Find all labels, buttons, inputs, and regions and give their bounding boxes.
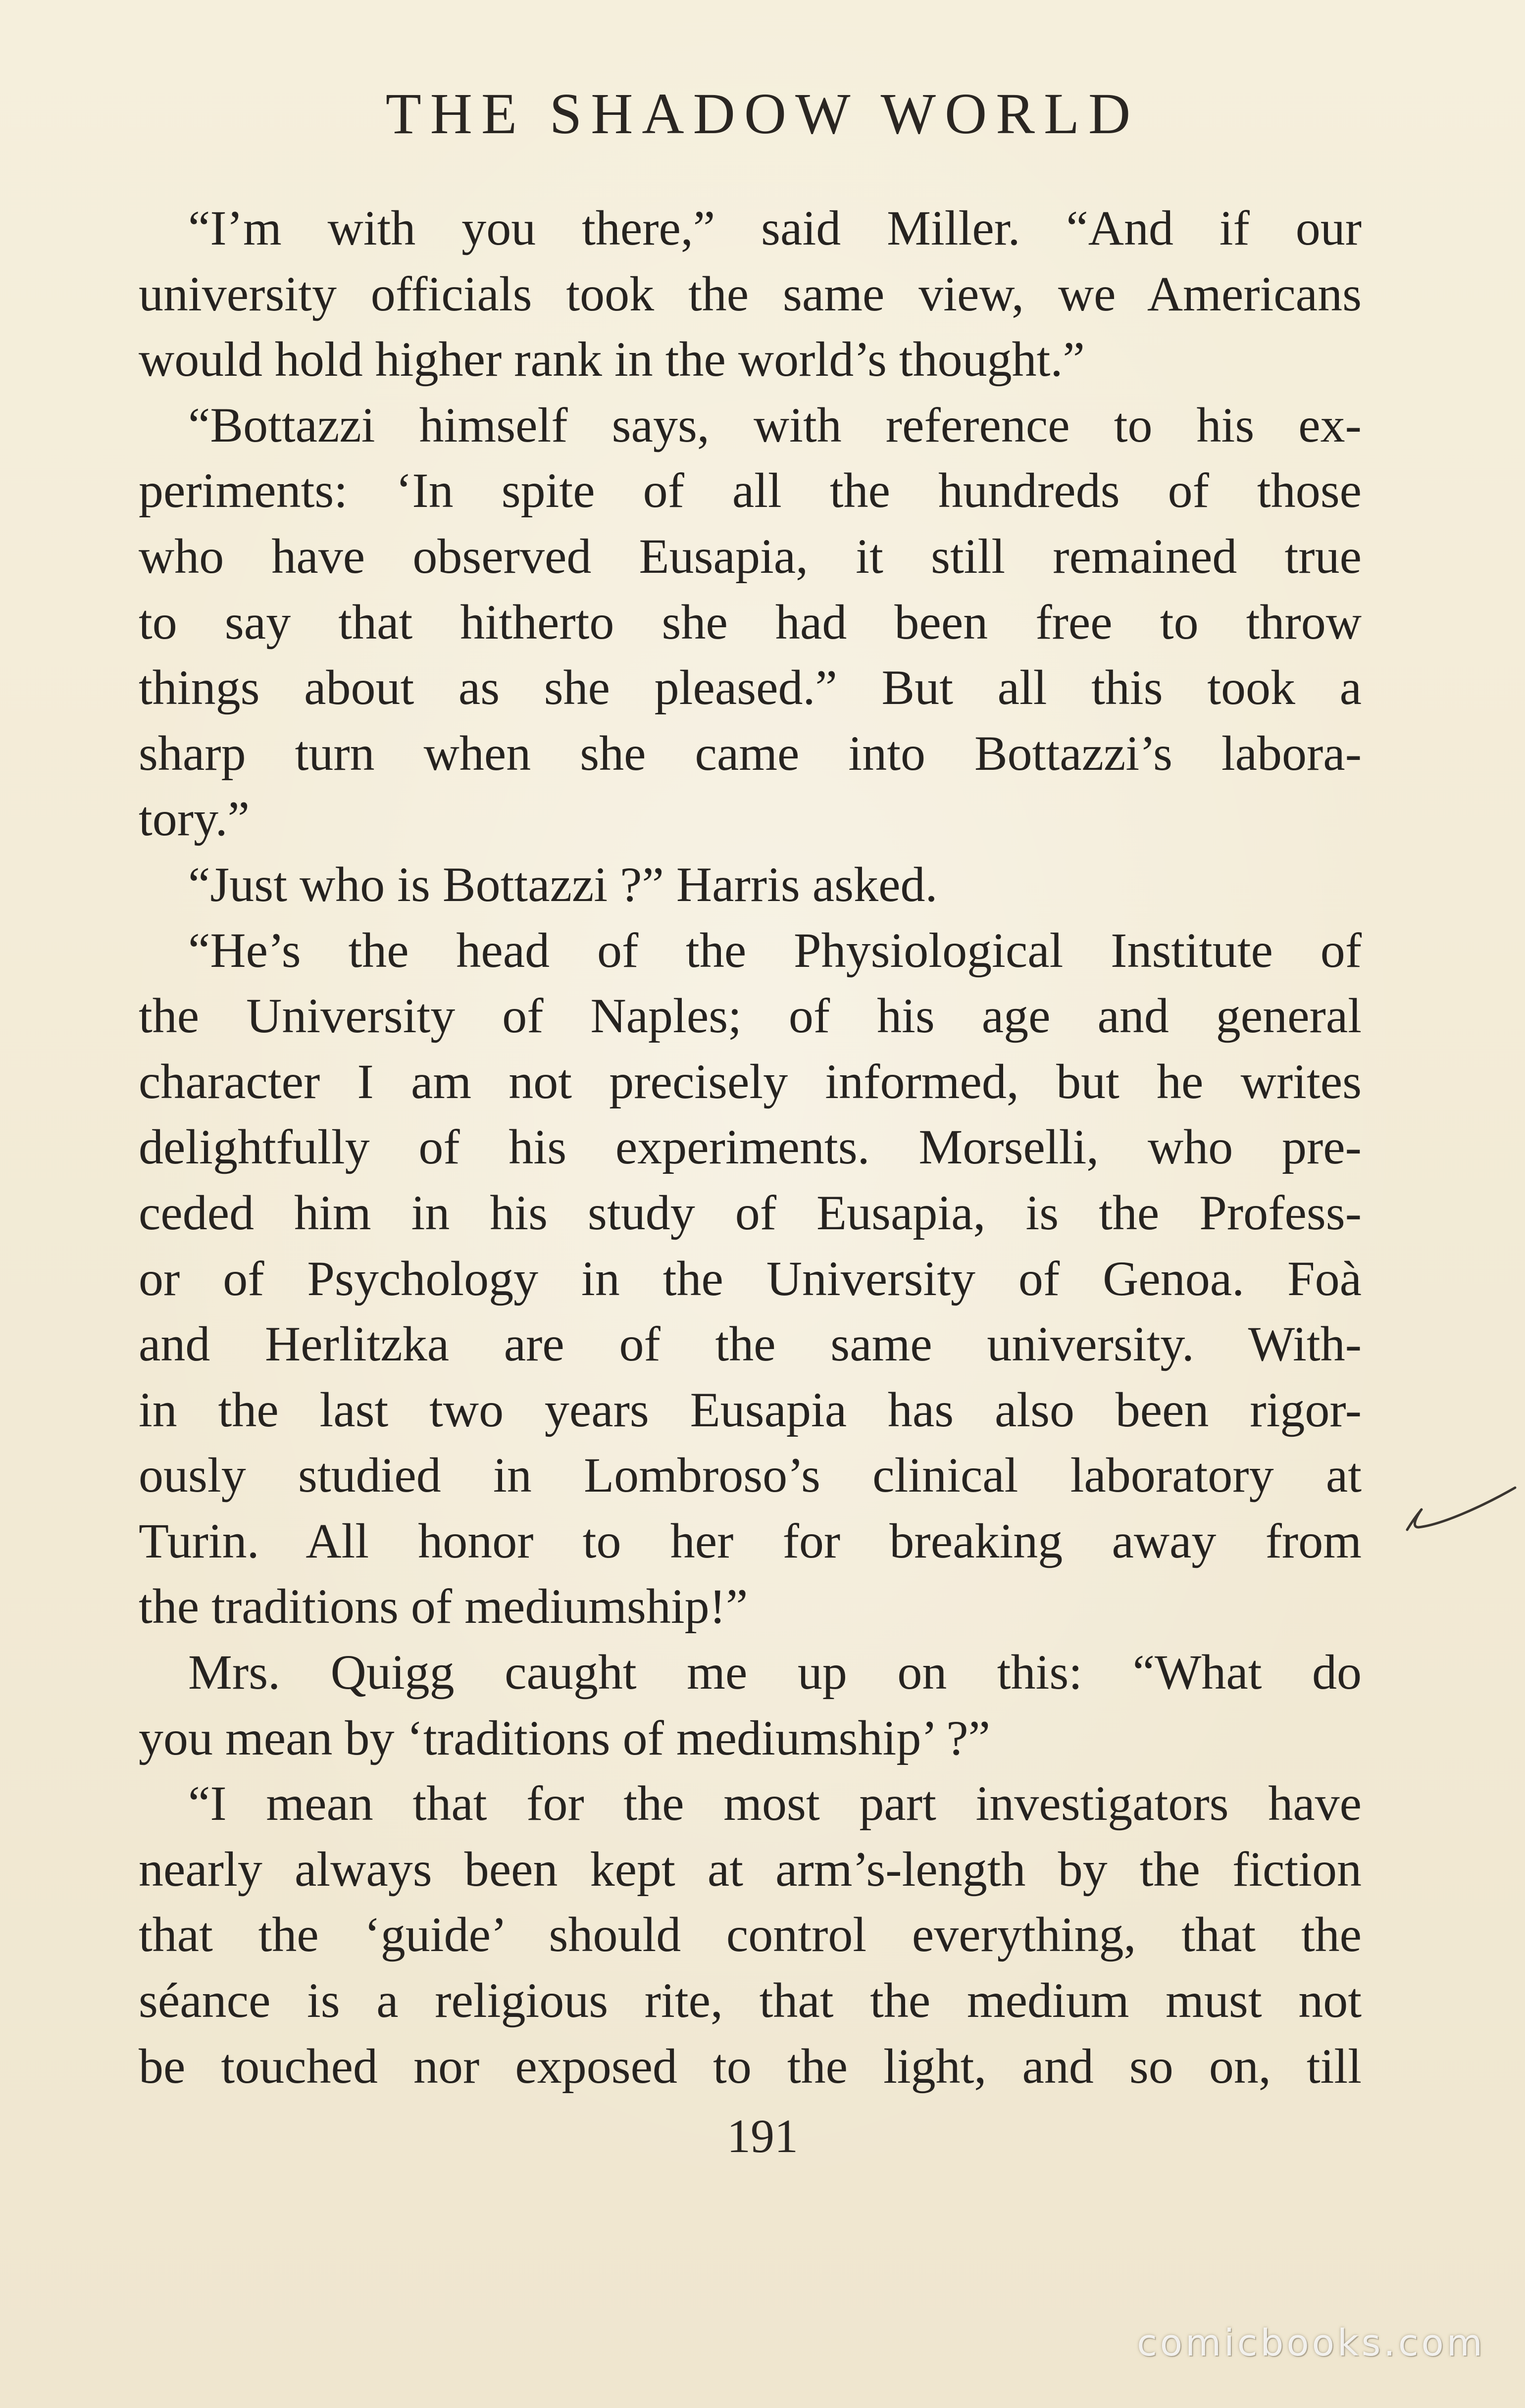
text-line: Mrs. Quigg caught me up on this: “What do [188,1645,1362,1700]
text-line: nearly always been kept at arm’s-length by the fiction [139,1841,1362,1897]
watermark: comicbooks.com [1137,2322,1485,2364]
text-line: tory.” [139,791,250,847]
text-line: “I’m with you there,” said Miller. “And if our [188,201,1362,255]
text-line: to say that hitherto she had been free to throw [139,594,1362,650]
text-line: Turin. All honor to her for breaking away from [139,1513,1362,1568]
text-line: delightfully of his experiments. Morselli, who pre- [139,1119,1362,1175]
text-line: “Bottazzi himself says, with reference to his ex- [188,397,1362,452]
text-line: “He’s the head of the Physiological Institute of [188,922,1362,978]
text-line: in the last two years Eusapia has also been rigor- [139,1382,1362,1437]
running-head: THE SHADOW WORLD [385,81,1140,146]
text-line: the traditions of mediumship!” [139,1579,748,1634]
text-line: character I am not precisely informed, but he writes [139,1054,1362,1109]
text-line: things about as she pleased.” But all this took a [139,660,1362,715]
text-line: you mean by ‘traditions of mediumship’ ?” [139,1710,990,1765]
text-line: be touched nor exposed to the light, and so on, till [139,2038,1362,2094]
text-line: and Herlitzka are of the same university. With- [139,1316,1362,1372]
text-line: university officials took the same view, we Americans [139,266,1362,321]
text-line: would hold higher rank in the world’s thought.” [139,332,1085,387]
body-text [139,196,1362,2099]
text-line: or of Psychology in the University of Genoa. Foà [139,1251,1362,1306]
text-line: séance is a religious rite, that the medium must not [139,1973,1362,2028]
text-line: sharp turn when she came into Bottazzi’s labora- [139,725,1362,781]
text-line: the University of Naples; of his age and general [139,988,1362,1044]
page-number: 191 [727,2109,798,2162]
text-line: that the ‘guide’ should control everything, that the [139,1907,1362,1962]
text-line: periments: ‘In spite of all the hundreds of those [139,463,1362,518]
text-line: “Just who is Bottazzi ?” Harris asked. [188,856,938,912]
text-line: “I mean that for the most part investigators have [188,1776,1362,1831]
text-line: who have observed Eusapia, it still remained true [139,528,1362,584]
text-line: ceded him in his study of Eusapia, is the Profess- [139,1185,1362,1240]
pencil-margin-mark [1401,1480,1520,1545]
text-line: ously studied in Lombroso’s clinical laboratory at [139,1448,1362,1503]
